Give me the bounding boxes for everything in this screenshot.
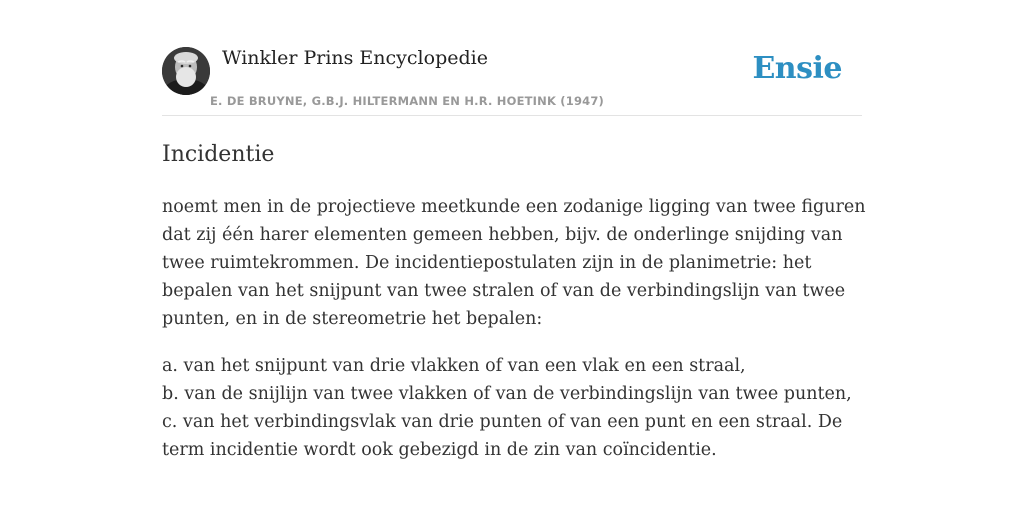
list-item-b: b. van de snijlijn van twee vlakken of van de verbindingslijn van twee punten,: [162, 384, 852, 404]
brand-logo[interactable]: Ensie: [752, 51, 842, 86]
portrait-photo-icon: [162, 47, 210, 95]
article-list: [162, 352, 872, 464]
source-title[interactable]: Winkler Prins Encyclopedie: [222, 47, 488, 69]
article-title: Incidentie: [162, 142, 275, 167]
article-body: [162, 193, 872, 464]
author-avatar[interactable]: [162, 47, 210, 95]
source-authors: E. DE BRUYNE, G.B.J. HILTERMANN EN H.R. HOETINK (1947): [210, 94, 605, 108]
page: [162, 0, 866, 512]
source-header: [162, 0, 862, 116]
list-item-a: a. van het snijpunt van drie vlakken of van een vlak en een straal,: [162, 356, 746, 376]
article-intro: noemt men in de projectieve meetkunde een zodanige ligging van twee figuren dat zij één harer elementen gemeen hebben, bijv. de onderlinge snijding van twee ruimtekrommen. De incidentiepostulaten zijn in de planimetrie: het bepalen van het snijpunt van twee stralen of van de verbindingslijn van twee punten, en in de stereometrie het bepalen:: [162, 197, 866, 329]
list-item-c: c. van het verbindingsvlak van drie punten of van een punt en een straal. De term incidentie wordt ook gebezigd in de zin van coïncidentie.: [162, 412, 843, 460]
